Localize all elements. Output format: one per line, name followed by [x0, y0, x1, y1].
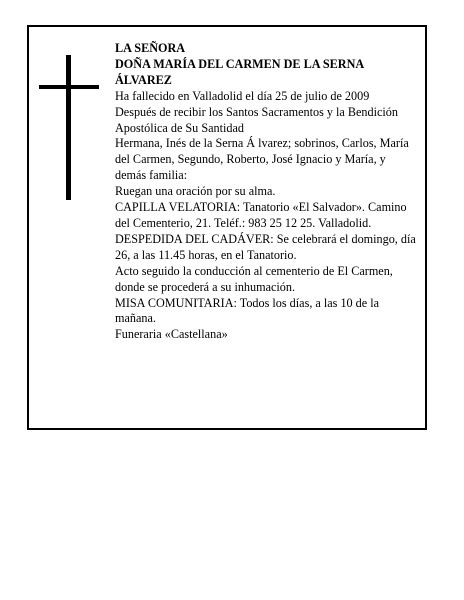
- deceased-name-line-1: DOÑA MARÍA DEL CARMEN DE LA SERNA: [115, 56, 365, 71]
- procession-info: Acto seguido la conducción al cementerio de El Carmen, donde se procederá a su inhumación.: [115, 263, 393, 294]
- funeral-home: Funeraria «Castellana»: [115, 327, 228, 342]
- deceased-name-line-2: ÁLVAREZ: [115, 72, 172, 87]
- cross-horizontal-bar: [39, 85, 99, 89]
- cross-vertical-bar: [66, 55, 71, 200]
- farewell-info: DESPEDIDA DEL CADÁVER: Se celebrará el domingo, día 26, a las 11.45 horas, en el Tanatorio.: [115, 231, 416, 262]
- death-announcement: Ha fallecido en Valladolid el día 25 de julio de 2009: [115, 88, 370, 103]
- obituary-notice: [27, 25, 427, 430]
- sacraments-text: Después de recibir los Santos Sacramentos y la Bendición Apostólica de Su Santidad: [115, 104, 398, 135]
- cross-icon: [39, 55, 99, 200]
- family-text: Hermana, Inés de la Serna Á lvarez; sobrinos, Carlos, María del Carmen, Segundo, Roberto, José Ignacio y María, y demás familia:: [115, 136, 409, 183]
- mass-info: MISA COMUNITARIA: Todos los días, a las 10 de la mañana.: [115, 295, 380, 326]
- chapel-info: CAPILLA VELATORIA: Tanatorio «El Salvador». Camino del Cementerio, 21. Teléf.: 983 25 12 25. Valladolid.: [115, 200, 407, 230]
- notice-heading: LA SEÑORA: [115, 41, 186, 55]
- notice-text-block: [115, 41, 419, 343]
- prayer-request: Ruegan una oración por su alma.: [115, 184, 276, 199]
